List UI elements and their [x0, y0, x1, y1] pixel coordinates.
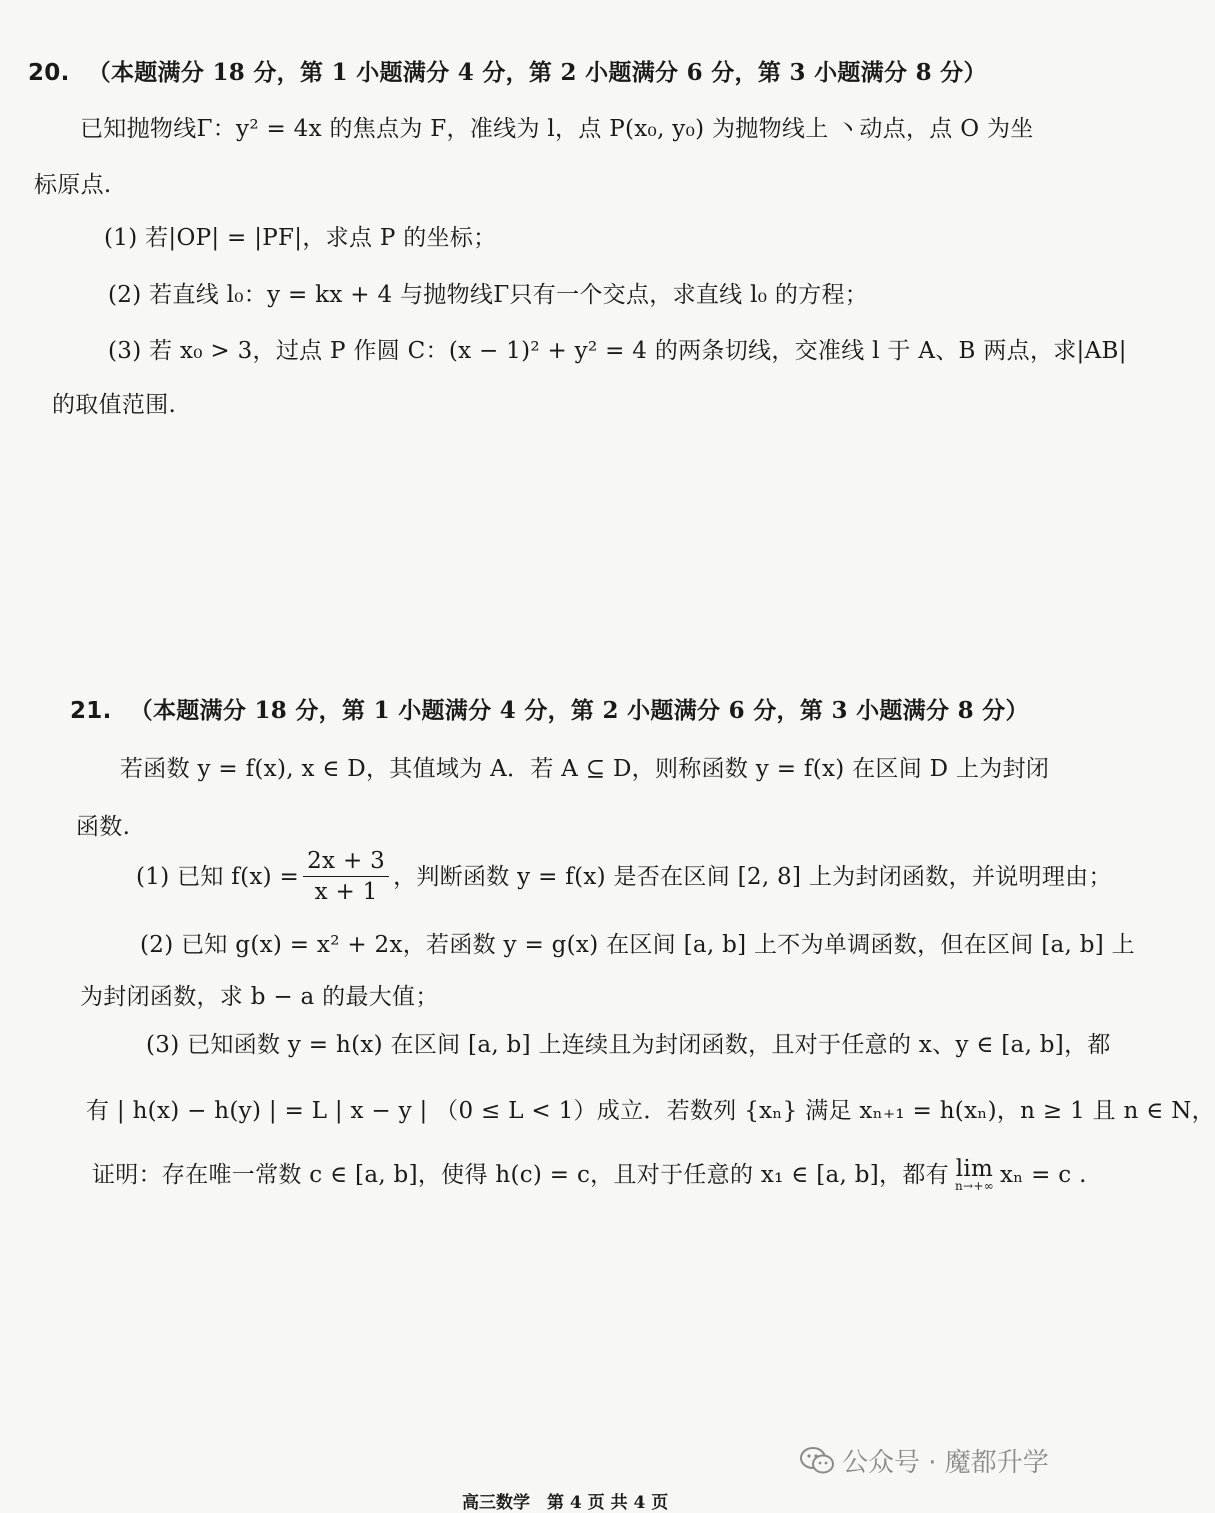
q21-part1-prefix: (1) 已知 f(x) = [136, 863, 300, 890]
q21-stem-line2: 函数. [76, 814, 131, 840]
q21-part1-suffix: ，判断函数 y = f(x) 是否在区间 [2, 8] 上为封闭函数，并说明理由； [393, 863, 1112, 890]
q21-header [70, 694, 1029, 728]
limit-text: lim [955, 1156, 994, 1182]
q21-part3-line3 [92, 1158, 1087, 1192]
q21-stem-line1: 若函数 y = f(x), x ∈ D，其值域为 A．若 A ⊆ D，则称函数 y = f(x) 在区间 D 上为封闭 [120, 756, 1050, 782]
q21-part2-line1: (2) 已知 g(x) = x² + 2x，若函数 y = g(x) 在区间 [a, b] 上不为单调函数，但在区间 [a, b] 上 [140, 932, 1135, 958]
wechat-icon [800, 1447, 834, 1475]
fraction-numerator: 2x + 3 [303, 846, 389, 877]
q21-part3-line2: 有 | h(x) − h(y) | = L | x − y | （0 ≤ L < 1）成立．若数列 {xₙ} 满足 xₙ₊₁ = h(xₙ)，n ≥ 1 且 n ∈ N， [86, 1098, 1215, 1124]
q20-stem-line2: 标原点. [34, 172, 112, 198]
watermark [800, 1442, 1049, 1479]
watermark-text: 公众号 · 魔都升学 [842, 1448, 1049, 1478]
q20-part1: (1) 若|OP| = |PF|，求点 P 的坐标； [104, 225, 497, 251]
q20-header-text: （本题满分 18 分，第 1 小题满分 4 分，第 2 小题满分 6 分，第 3 小题满分 8 分） [87, 59, 987, 86]
q21-part2-line2: 为封闭函数，求 b − a 的最大值； [80, 984, 439, 1010]
q21-part1-fraction [303, 846, 389, 907]
q20-header [28, 56, 987, 90]
limit-subscript: n→+∞ [954, 1179, 994, 1193]
q21-header-text: （本题满分 18 分，第 1 小题满分 4 分，第 2 小题满分 6 分，第 3 小题满分 8 分） [129, 697, 1029, 724]
page-footer: 高三数学 第 4 页 共 4 页 [462, 1493, 669, 1513]
q21-part3-line3-suffix: xₙ = c . [999, 1162, 1087, 1188]
q20-part3-line2: 的取值范围. [52, 392, 177, 418]
q20-number: 20. [28, 60, 70, 86]
q20-stem-line1: 已知抛物线Γ：y² = 4x 的焦点为 F，准线为 l，点 P(x₀, y₀) 为抛物线上 丶动点，点 O 为坐 [80, 116, 1034, 142]
q20-part3-line1: (3) 若 x₀ > 3，过点 P 作圆 C：(x − 1)² + y² = 4 的两条切线，交准线 l 于 A、B 两点，求|AB| [108, 338, 1127, 364]
fraction-denominator: x + 1 [314, 879, 378, 905]
q21-part3-line1: (3) 已知函数 y = h(x) 在区间 [a, b] 上连续且为封闭函数，且对于任意的 x、y ∈ [a, b]，都 [146, 1032, 1111, 1058]
q21-number: 21. [70, 698, 112, 724]
q21-part1 [136, 846, 1112, 907]
q20-part2: (2) 若直线 l₀：y = kx + 4 与抛物线Γ只有一个交点，求直线 l₀ 的方程； [108, 282, 869, 308]
q21-part3-line3-prefix: 证明：存在唯一常数 c ∈ [a, b]，使得 h(c) = c，且对于任意的 x₁ ∈ [a, b]，都有 [92, 1162, 949, 1188]
limit-operator [955, 1158, 994, 1192]
